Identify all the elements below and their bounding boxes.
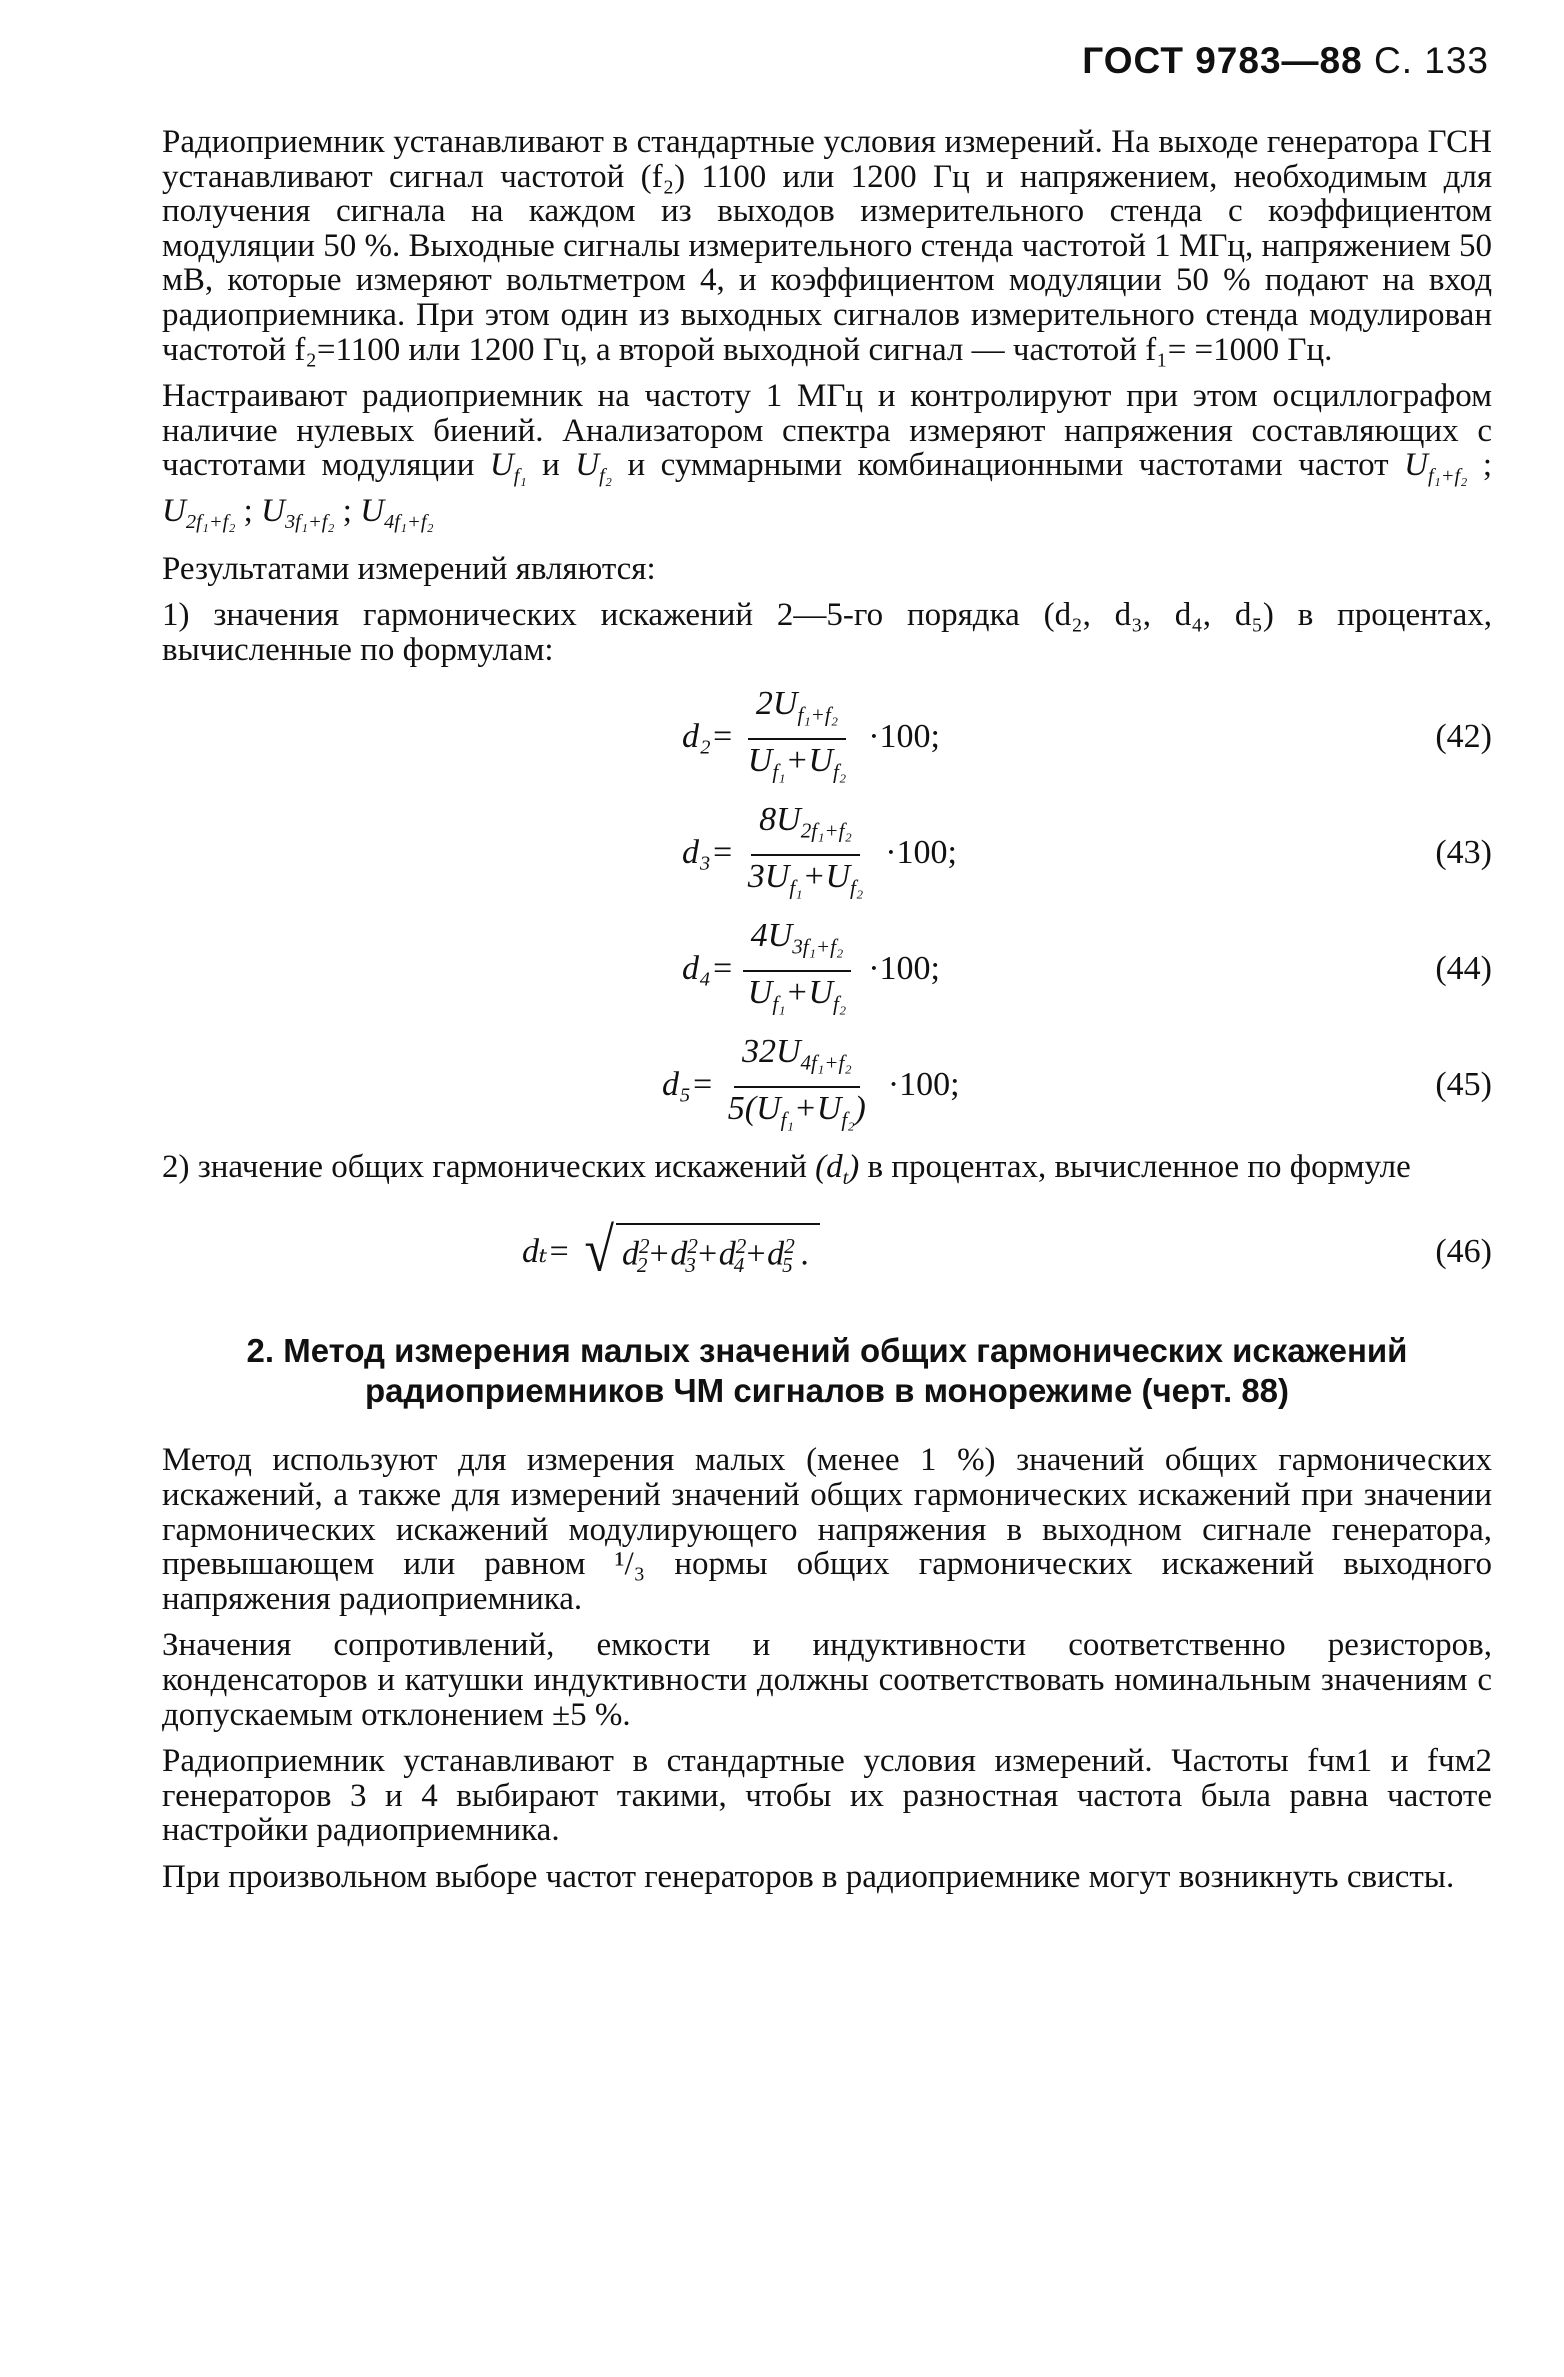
equation-number-43: (43) <box>1435 834 1492 872</box>
equation-number-42: (42) <box>1435 718 1492 756</box>
formula-44: d₄= $\frac{4U_{3f_1+f_2}}{U_{f_1}+U_{f_2}}$ ·100; (44) <box>162 912 1492 1028</box>
formula-43-factor: ·100; <box>885 834 957 872</box>
formula-46: dₜ= √ $d^2_2+d^2_3+d^2_4+d^2_5$ . (46) <box>162 1207 1492 1297</box>
sqrt-icon: √ <box>584 1214 614 1284</box>
formula-44-lhs: d₄= <box>682 950 734 988</box>
formula-42: d₂= $\frac{2U_{f_1+f_2}}{U_{f_1}+U_{f_2}}$ ·100; (42) <box>162 680 1492 796</box>
section-paragraph-4: При произвольном выборе частот генераторов в радиоприемнике могут возникнуть свисты. <box>162 1858 1455 1895</box>
equation-number-46: (46) <box>1435 1233 1492 1271</box>
results-heading: Результатами измерений являются: <box>162 550 656 587</box>
formula-43: d₃= $\frac{8U_{2f_1+f_2}}{3U_{f_1}+U_{f_2}}$ ·100; (43) <box>162 796 1492 912</box>
section-paragraph-3: Радиоприемник устанавливают в стандартные условия измерений. Частоты fчм1 и fчм2 генераторов 3 и 4 выбирают такими, чтобы их разностная частота была равна частоте настройки радиоприемника. <box>162 1743 1492 1849</box>
formula-45: d₅= $\frac{32U_{4f_1+f_2}}{5(U_{f_1}+U_{f_2})}$ ·100; (45) <box>162 1028 1492 1144</box>
paragraph-2-text-a: Настраивают радиоприемник на частоту 1 МГц и контролируют при этом осциллографом наличие нулевых биений. Анализатором спектра измеряют напряжения составляющих с частотами модуляции <box>162 378 1492 484</box>
paragraph-2: Настраивают радиоприемник на частоту 1 МГц и контролируют при этом осциллографом наличие нулевых биений. Анализатором спектра измеряют напряжения составляющих с частотами модуляции $U_{f_1}$ и $U_{f_2}$ и суммарными комбинационными частотами частот $U_{f_1+f_2}$ ; $U_{2f_1+f_2}$ ; $U_{3f_1+f_2}$ ; $U_{4f_1+f_2}$ <box>162 378 1493 534</box>
section-paragraph-2: Значения сопротивлений, емкости и индуктивности соответственно резисторов, конденсаторов и катушки индуктивности должны соответствовать номинальным значениям с допускаемым отклонением ±5 %. <box>162 1627 1492 1733</box>
page-number: С. 133 <box>1373 40 1489 81</box>
formula-42-lhs: d₂= <box>682 718 734 756</box>
section-title-line-1: 2. Метод измерения малых значений общих гармонических искажений <box>246 1332 1408 1370</box>
paragraph-2-text-b: и <box>542 447 560 484</box>
equation-number-44: (44) <box>1435 950 1492 988</box>
paragraph-2-text-c: и суммарными комбинационными частотами частот <box>627 447 1389 484</box>
formula-46-lhs: dₜ= <box>522 1233 571 1271</box>
equation-number-45: (45) <box>1435 1066 1492 1104</box>
document-body <box>162 125 1492 1907</box>
formula-42-factor: ·100; <box>868 718 940 756</box>
gost-number: ГОСТ 9783—88 <box>1082 40 1363 81</box>
page-header <box>1082 40 1489 82</box>
section-title <box>162 1331 1492 1411</box>
paragraph-values: 1) значения гармонических искажений 2—5-го порядка (d₂, d₃, d₄, d₅) в процентах, вычисленные по формулам: <box>162 597 1492 669</box>
section-paragraph-1: Метод используют для измерения малых (менее 1 %) значений общих гармонических искажений, а также для измерений значений общих гармонических искажений при значении гармонических искажений модулирующего напряжения в выходном сигнале генератора, превышающем или равном ¹/₃ нормы общих гармонических искажений выходного напряжения радиоприемника. <box>162 1442 1492 1617</box>
formula-44-factor: ·100; <box>868 950 940 988</box>
formula-45-factor: ·100; <box>887 1066 960 1104</box>
formula-43-lhs: d₃= <box>682 834 734 872</box>
paragraph-1: Радиоприемник устанавливают в стандартные условия измерений. На выходе генератора ГСН устанавливают сигнал частотой (f₂) 1100 или 1200 Гц и напряжением, необходимым для получения сигнала на каждом из выходов измерительного стенда с коэффициентом модуляции 50 %. Выходные сигналы измерительного стенда частотой 1 МГц, напряжением 50 мВ, которые измеряют вольтметром 4, и коэффициентом модуляции 50 % подают на вход радиоприемника. При этом один из выходных сигналов измерительного стенда модулирован частотой f₂=1100 или 1200 Гц, а второй выходной сигнал — частотой f₁= =1000 Гц. <box>162 124 1492 368</box>
formula-45-lhs: d₅= <box>662 1066 714 1104</box>
section-title-line-2: радиоприемников ЧМ сигналов в монорежиме (черт. 88) <box>364 1372 1290 1410</box>
paragraph-total-distortion: 2) значение общих гармонических искажений $(d_t)$ в процентах, вычисленное по формуле <box>162 1148 1411 1189</box>
